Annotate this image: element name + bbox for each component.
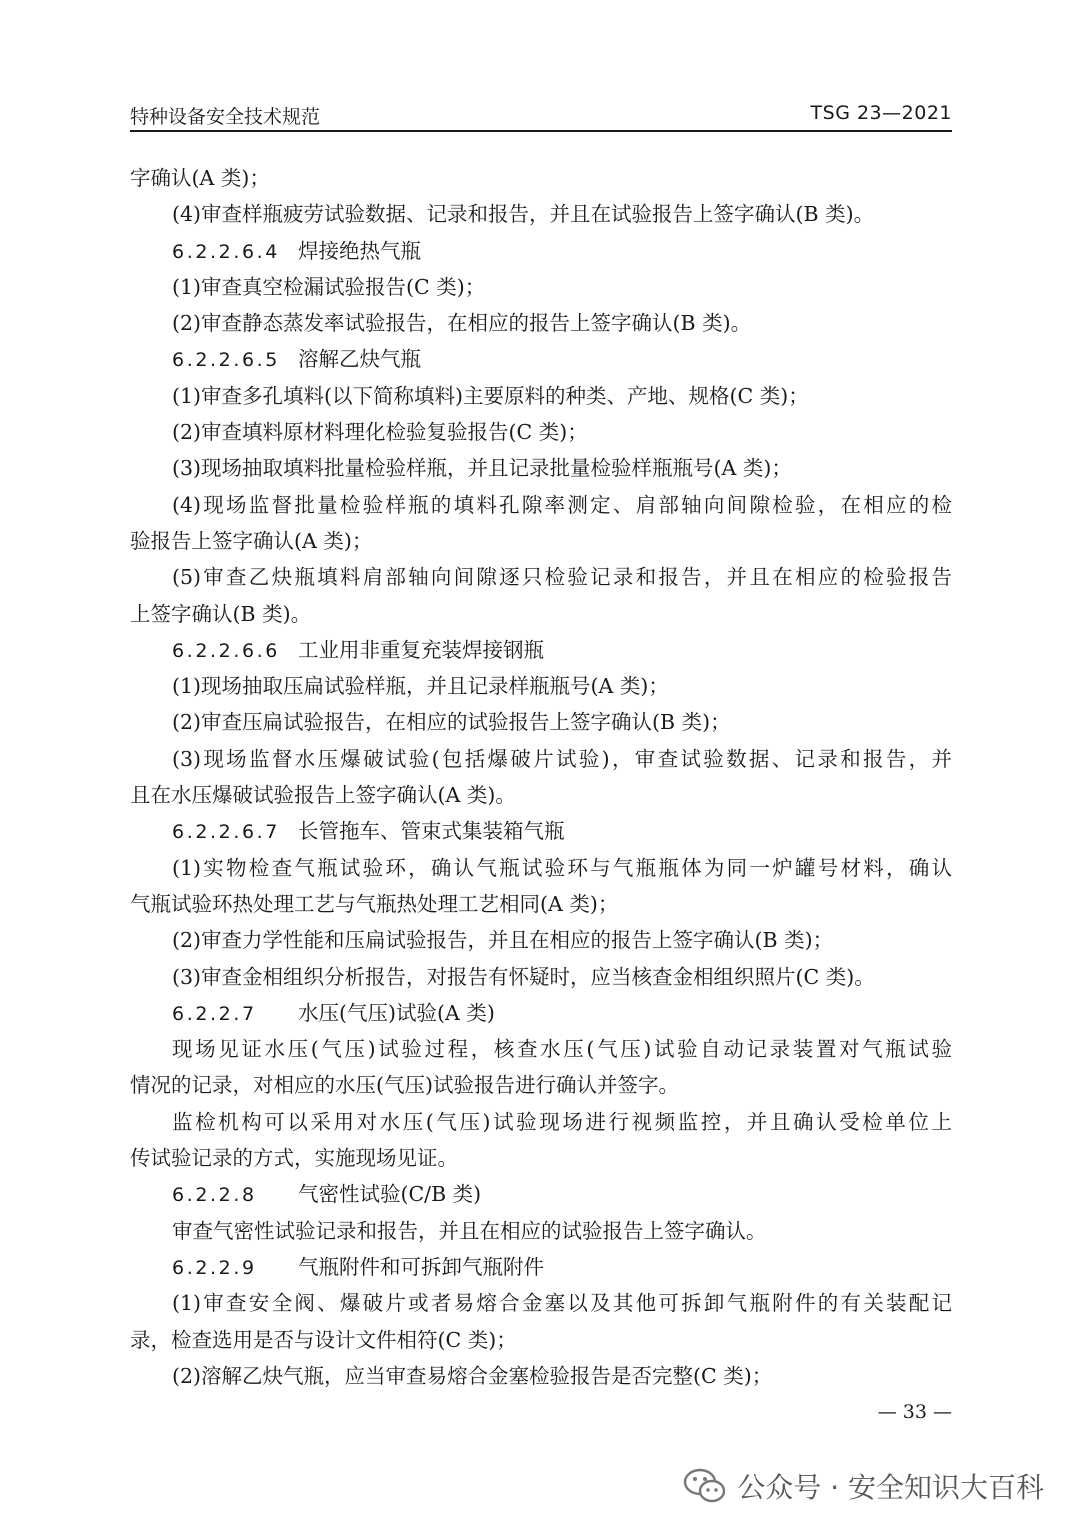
page-header — [130, 100, 952, 132]
section-number: 6.2.2.6.4 — [172, 240, 281, 263]
section-number: 6.2.2.6.5 — [172, 349, 281, 372]
section-number: 6.2.2.9 — [172, 1256, 257, 1279]
page-number: — 33 — — [877, 1401, 952, 1423]
paragraph-line: (3)现场抽取填料批量检验样瓶，并且记录批量检验样瓶瓶号(A 类)； — [172, 456, 792, 481]
wechat-icon — [683, 1466, 727, 1506]
header-title: 特种设备安全技术规范 — [130, 106, 321, 128]
paragraph-continuation: 上签字确认(B 类)。 — [130, 601, 312, 626]
section-number: 6.2.2.6.6 — [172, 639, 281, 662]
section-title: 溶解乙炔气瓶 — [298, 347, 421, 372]
section-heading — [130, 632, 952, 668]
paragraph-line: (2)溶解乙炔气瓶，应当审查易熔合金塞检验报告是否完整(C 类)； — [172, 1363, 773, 1388]
section-heading — [130, 1249, 952, 1285]
paragraph-continuation: 传试验记录的方式，实施现场见证。 — [130, 1146, 458, 1171]
paragraph-continuation: 且在水压爆破试验报告上签字确认(A 类)。 — [130, 783, 516, 808]
section-title: 水压(气压)试验(A 类) — [298, 1000, 495, 1025]
paragraph-line: (3)审查金相组织分析报告，对报告有怀疑时，应当核查金相组织照片(C 类)。 — [172, 964, 875, 989]
section-title: 焊接绝热气瓶 — [298, 238, 421, 263]
paragraph-line: (2)审查力学性能和压扁试验报告，并且在相应的报告上签字确认(B 类)； — [172, 928, 834, 953]
section-number: 6.2.2.7 — [172, 1002, 257, 1025]
paragraph-line: (3)现场监督水压爆破试验(包括爆破片试验)，审查试验数据、记录和报告，并 — [172, 746, 952, 771]
header-code: TSG 23—2021 — [810, 102, 952, 124]
paragraph-line: 监检机构可以采用对水压(气压)试验现场进行视频监控，并且确认受检单位上 — [172, 1109, 952, 1134]
paragraph-line: (4)现场监督批量检验样瓶的填料孔隙率测定、肩部轴向间隙检验，在相应的检 — [172, 492, 952, 517]
section-title: 气瓶附件和可拆卸气瓶附件 — [298, 1254, 544, 1279]
section-number: 6.2.2.6.7 — [172, 821, 281, 844]
paragraph-line: (1)审查真空检漏试验报告(C 类)； — [172, 274, 486, 299]
paragraph-line: 现场见证水压(气压)试验过程，核查水压(气压)试验自动记录装置对气瓶试验 — [172, 1037, 952, 1062]
paragraph-line: (1)审查安全阀、爆破片或者易熔合金塞以及其他可拆卸气瓶附件的有关装配记 — [172, 1291, 952, 1316]
section-title: 长管拖车、管束式集装箱气瓶 — [298, 819, 565, 844]
paragraph-line: (2)审查压扁试验报告，在相应的试验报告上签字确认(B 类)； — [172, 710, 731, 735]
section-heading — [130, 995, 952, 1031]
paragraph-line: (1)审查多孔填料(以下简称填料)主要原料的种类、产地、规格(C 类)； — [172, 383, 809, 408]
paragraph-continuation: 字确认(A 类)； — [130, 166, 270, 190]
section-heading — [130, 233, 952, 269]
section-heading — [130, 1176, 952, 1212]
section-number: 6.2.2.8 — [172, 1184, 257, 1207]
paragraph-continuation: 录，检查选用是否与设计文件相符(C 类)； — [130, 1327, 517, 1352]
watermark — [683, 1466, 1044, 1506]
paragraph-continuation: 气瓶试验环热处理工艺与气瓶热处理工艺相同(A 类)； — [130, 891, 619, 916]
paragraph-line: 审查气密性试验记录和报告，并且在相应的试验报告上签字确认。 — [172, 1218, 767, 1243]
section-title: 气密性试验(C/B 类) — [298, 1182, 482, 1207]
section-heading — [130, 813, 952, 849]
document-body — [130, 160, 952, 1394]
paragraph-line: (2)审查静态蒸发率试验报告，在相应的报告上签字确认(B 类)。 — [172, 311, 752, 336]
paragraph-line: (1)现场抽取压扁试验样瓶，并且记录样瓶瓶号(A 类)； — [172, 674, 669, 699]
paragraph-line: (5)审查乙炔瓶填料肩部轴向间隙逐只检验记录和报告，并且在相应的检验报告 — [172, 565, 952, 590]
paragraph-continuation: 情况的记录，对相应的水压(气压)试验报告进行确认并签字。 — [130, 1073, 679, 1098]
paragraph-line: (1)实物检查气瓶试验环，确认气瓶试验环与气瓶瓶体为同一炉罐号材料，确认 — [172, 855, 952, 880]
paragraph-line: (4)审查样瓶疲劳试验数据、记录和报告，并且在试验报告上签字确认(B 类)。 — [172, 202, 875, 227]
watermark-text: 公众号 · 安全知识大百科 — [737, 1471, 1044, 1504]
paragraph-continuation: 验报告上签字确认(A 类)； — [130, 528, 373, 553]
paragraph-line: (2)审查填料原材料理化检验复验报告(C 类)； — [172, 420, 588, 445]
section-heading — [130, 341, 952, 377]
section-title: 工业用非重复充装焊接钢瓶 — [298, 637, 544, 662]
